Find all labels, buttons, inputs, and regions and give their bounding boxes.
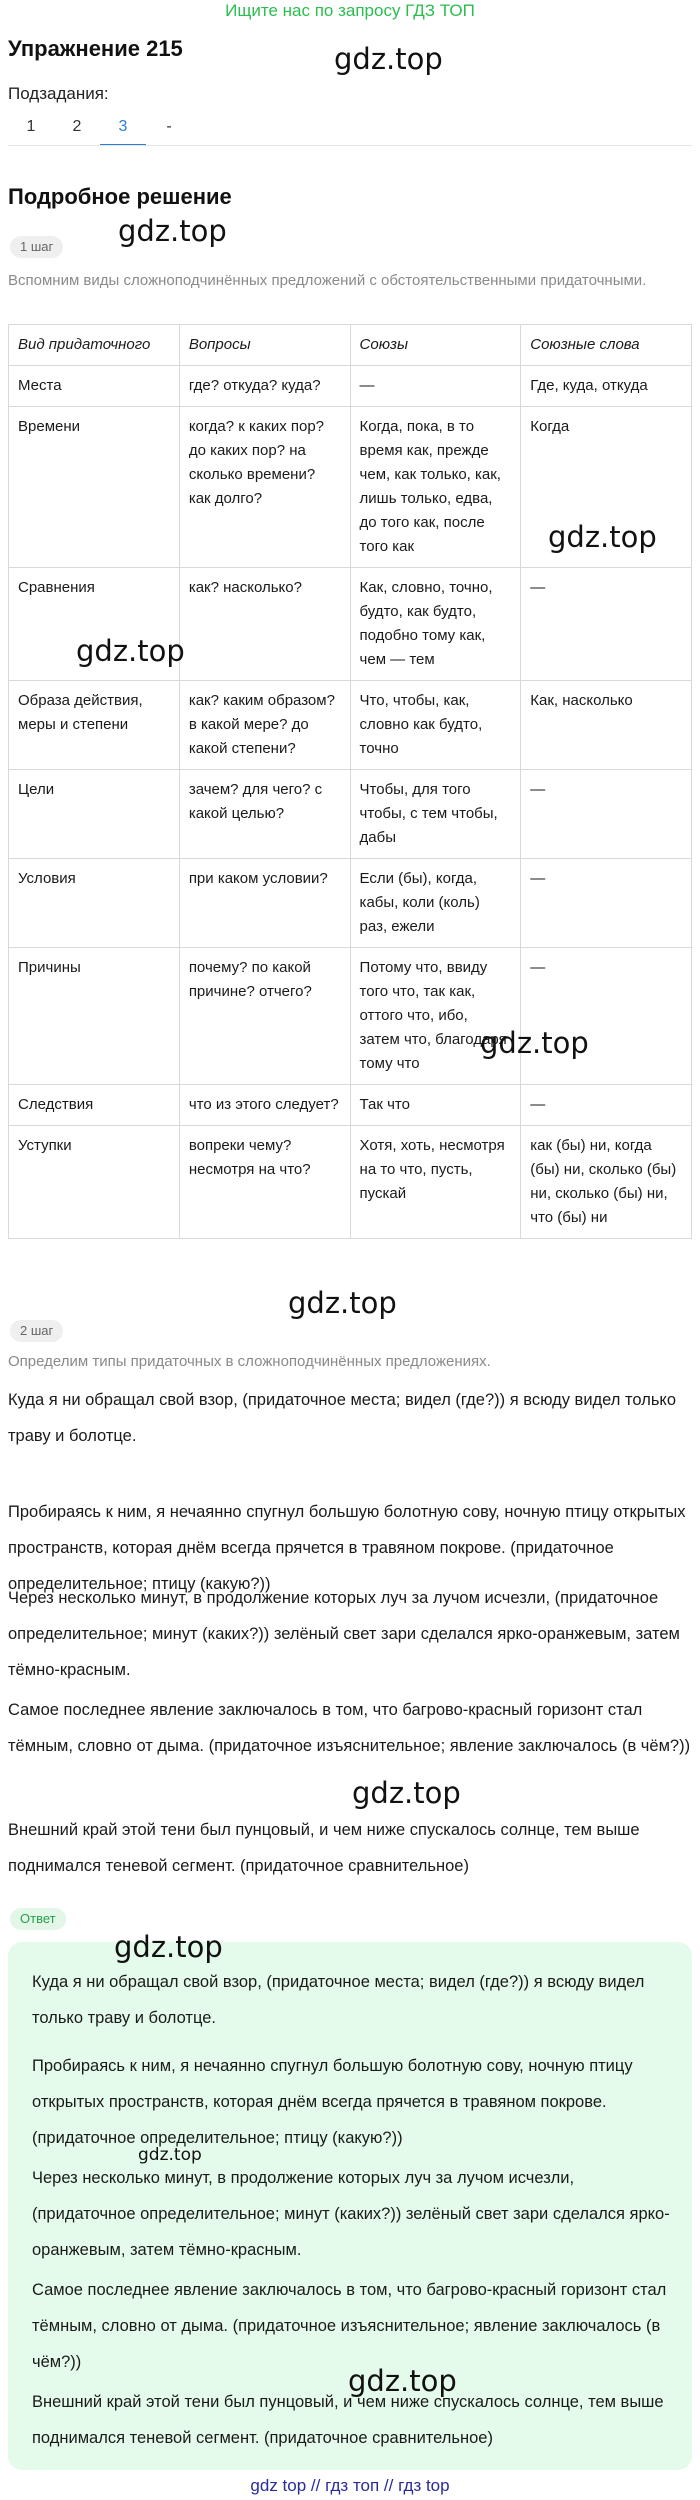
table-cell: Времени (9, 407, 180, 568)
table-cell: Сравнения (9, 568, 180, 681)
tab-subtask-2[interactable]: 2 (72, 118, 82, 135)
table-cell: где? откуда? куда? (179, 366, 350, 407)
watermark: gdz.top (480, 1026, 589, 1060)
tab-subtask-dash[interactable]: - (166, 118, 172, 135)
footer-watermark: gdz top // гдз топ // гдз top (250, 2476, 450, 2495)
table-cell: — (350, 366, 521, 407)
table-cell: Что, чтобы, как, словно как будто, точно (350, 681, 521, 770)
table-cell: Так что (350, 1085, 521, 1126)
table-cell: что из этого следует? (179, 1085, 350, 1126)
answer-paragraph: Внешний край этой тени был пунцовый, и чем ниже спускалось солнце, тем выше поднимался теневой сегмент. (придаточное сравнительное) (32, 2393, 664, 2447)
answer-paragraph: Самое последнее явление заключалось в том, что багрово-красный горизонт стал тёмным, словно от дыма. (придаточное изъяснительное; явление заключалось (в чём?)) (32, 2281, 667, 2371)
table-row (9, 770, 692, 859)
table-cell: — (521, 1085, 692, 1126)
step-1-badge: 1 шаг (10, 236, 63, 258)
table-header-cell: Вопросы (179, 325, 350, 366)
solution-paragraph: Куда я ни обращал свой взор, (придаточное места; видел (где?)) я всюду видел только траву и болотце. (8, 1391, 676, 1445)
table-row (9, 1085, 692, 1126)
solution-paragraph: Пробираясь к ним, я нечаянно спугнул большую болотную сову, ночную птицу открытых пространств, которая днём всегда прячется в травяном покрове. (придаточное определительное; птицу (какую?)) (8, 1503, 686, 1593)
watermark: gdz.top (76, 634, 185, 668)
solution-paragraph: Через несколько минут, в продолжение которых луч за лучом исчезли, (придаточное определительное; минут (каких?)) зелёный свет зари сделался ярко-оранжевым, затем тёмно-красным. (8, 1589, 680, 1679)
answer-paragraph: Куда я ни обращал свой взор, (придаточное места; видел (где?)) я всюду видел только траву и болотце. (32, 1973, 645, 2027)
table-row (9, 366, 692, 407)
table-cell: Следствия (9, 1085, 180, 1126)
table-cell: Когда (521, 407, 692, 568)
solution-paragraph: Самое последнее явление заключалось в том, что багрово-красный горизонт стал тёмным, словно от дыма. (придаточное изъяснительное; явление заключалось (в чём?)) (8, 1701, 691, 1755)
watermark: gdz.top (114, 1930, 223, 1964)
table-cell: Если (бы), когда, кабы, коли (коль) раз, ежели (350, 859, 521, 948)
table-header-cell: Союзы (350, 325, 521, 366)
table-row (9, 1126, 692, 1239)
table-cell: Цели (9, 770, 180, 859)
tab-subtask-1[interactable]: 1 (26, 118, 36, 135)
table-cell: Образа действия, меры и степени (9, 681, 180, 770)
table-cell: зачем? для чего? с какой целью? (179, 770, 350, 859)
solution-paragraph: Внешний край этой тени был пунцовый, и чем ниже спускалось солнце, тем выше поднимался теневой сегмент. (придаточное сравнительное) (8, 1821, 640, 1875)
table-cell: Причины (9, 948, 180, 1085)
table-header-row (9, 325, 692, 366)
table-cell: Чтобы, для того чтобы, с тем чтобы, дабы (350, 770, 521, 859)
table-cell: Места (9, 366, 180, 407)
step-1-intro: Вспомним виды сложноподчинённых предложений с обстоятельственными придаточными. (8, 272, 647, 289)
solution-title: Подробное решение (8, 184, 232, 209)
watermark: gdz.top (118, 214, 227, 248)
answer-badge: Ответ (10, 1908, 66, 1930)
table-row (9, 681, 692, 770)
watermark: gdz.top (138, 2145, 202, 2165)
search-hint-banner: Ищите нас по запросу ГДЗ ТОП (225, 1, 475, 20)
table-cell: как? каким образом? в какой мере? до какой степени? (179, 681, 350, 770)
answer-paragraph: Через несколько минут, в продолжение которых луч за лучом исчезли, (придаточное определительное; минут (каких?)) зелёный свет зари сделался ярко-оранжевым, затем тёмно-красным. (32, 2169, 670, 2259)
step-2-intro: Определим типы придаточных в сложноподчинённых предложениях. (8, 1353, 491, 1370)
table-cell: как (бы) ни, когда (бы) ни, сколько (бы) ни, сколько (бы) ни, что (бы) ни (521, 1126, 692, 1239)
watermark: gdz.top (288, 1286, 397, 1320)
table-cell: Потому что, ввиду того что, так как, оттого что, ибо, затем что, благодаря тому что (350, 948, 521, 1085)
clause-types-table (8, 324, 692, 1239)
step-2-badge: 2 шаг (10, 1320, 63, 1342)
table-cell: когда? к каких пор? до каких пор? на сколько времени? как долго? (179, 407, 350, 568)
table-cell: — (521, 948, 692, 1085)
table-cell: Как, насколько (521, 681, 692, 770)
table-cell: как? насколько? (179, 568, 350, 681)
subtask-tabs (8, 110, 192, 146)
table-header-cell: Союзные слова (521, 325, 692, 366)
table-cell: — (521, 859, 692, 948)
answer-paragraph: Пробираясь к ним, я нечаянно спугнул большую болотную сову, ночную птицу открытых пространств, которая днём всегда прячется в травяном покрове. (придаточное определительное; птицу (какую?)) (32, 2057, 633, 2147)
tabs-divider (8, 145, 692, 146)
table-cell: Где, куда, откуда (521, 366, 692, 407)
table-cell: вопреки чему? несмотря на что? (179, 1126, 350, 1239)
table-cell: — (521, 770, 692, 859)
watermark: gdz.top (348, 2364, 457, 2398)
subtasks-label: Подзадания: (8, 84, 109, 103)
watermark: gdz.top (334, 42, 443, 76)
table-cell: почему? по какой причине? отчего? (179, 948, 350, 1085)
table-cell: при каком условии? (179, 859, 350, 948)
tab-subtask-3[interactable]: 3 (100, 110, 146, 146)
watermark: gdz.top (548, 520, 657, 554)
table-cell: Уступки (9, 1126, 180, 1239)
table-header-cell: Вид придаточного (9, 325, 180, 366)
watermark: gdz.top (352, 1776, 461, 1810)
table-row (9, 859, 692, 948)
table-cell: Условия (9, 859, 180, 948)
table-cell: Когда, пока, в то время как, прежде чем, как только, как, лишь только, едва, до того как, после того как (350, 407, 521, 568)
table-cell: Хотя, хоть, несмотря на то что, пусть, пускай (350, 1126, 521, 1239)
table-row (9, 948, 692, 1085)
page-title: Упражнение 215 (8, 36, 183, 61)
table-cell: — (521, 568, 692, 681)
table-cell: Как, словно, точно, будто, как будто, подобно тому как, чем — тем (350, 568, 521, 681)
